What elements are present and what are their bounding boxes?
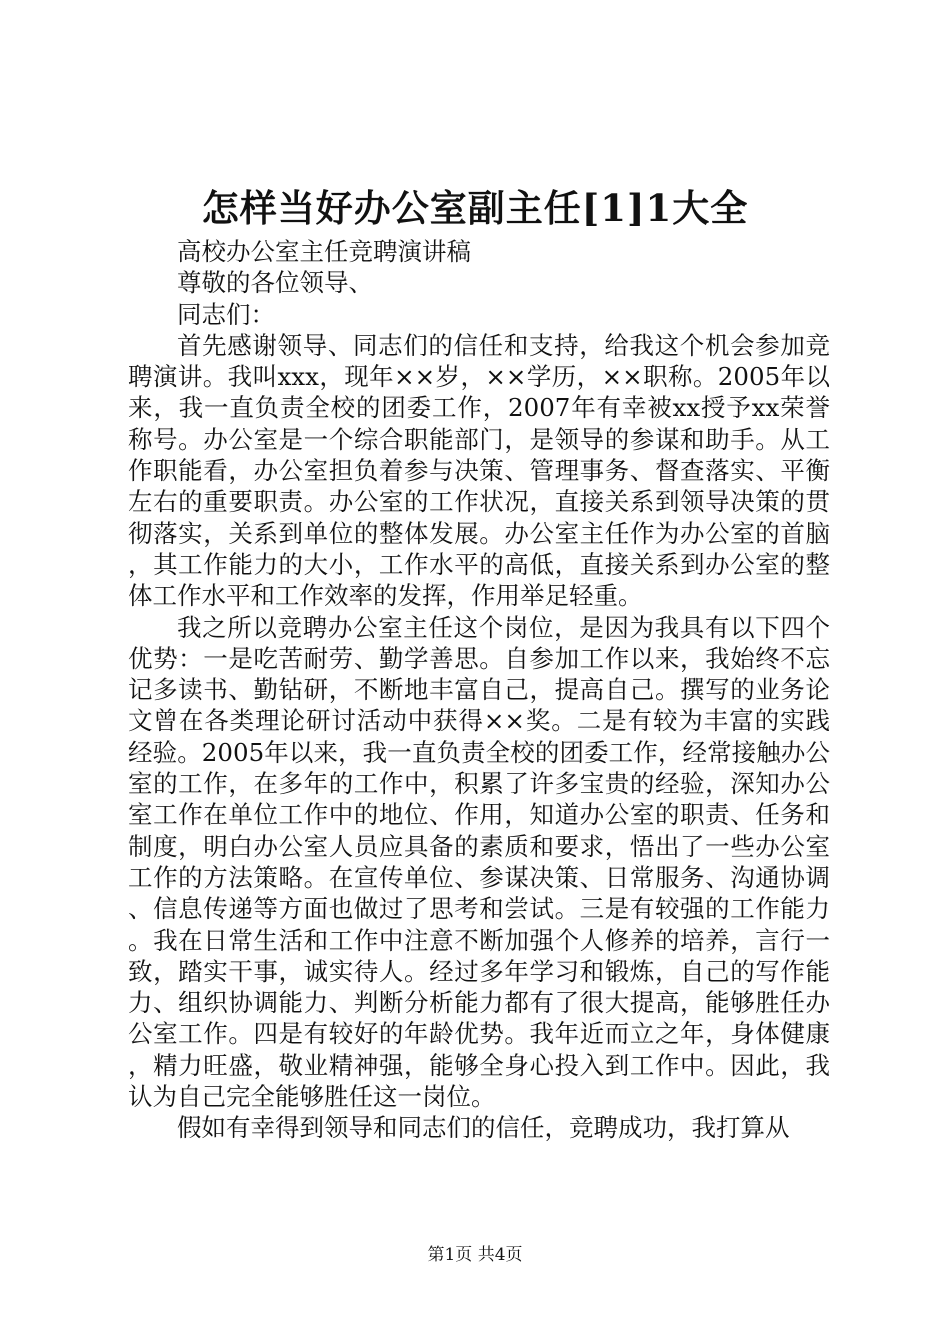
- document-subtitle: 高校办公室主任竞聘演讲稿: [177, 237, 471, 266]
- paragraph-2: 我之所以竞聘办公室主任这个岗位，是因为我具有以下四个优势：一是吃苦耐劳、勤学善思。自参加工作以来，我始终不忘记多读书、勤钻研，不断地丰富自己，提高自己。撰写的业务论文曾在各类理论研讨活动中获得××奖。二是有较为丰富的实践经验。2005年以来，我一直负责全校的团委工作，经常接触办公室的工作，在多年的工作中，积累了许多宝贵的经验，深知办公室工作在单位工作中的地位、作用，知道办公室的职责、任务和制度，明白办公室人员应具备的素质和要求，悟出了一些办公室工作的方法策略。在宣传单位、参谋决策、日常服务、沟通协调、信息传递等方面也做过了思考和尝试。三是有较强的工作能力。我在日常生活和工作中注意不断加强个人修养的培养，言行一致，踏实干事，诚实待人。经过多年学习和锻炼，自己的写作能力、组织协调能力、判断分析能力都有了很大提高，能够胜任办公室工作。四是有较好的年龄优势。我年近而立之年，身体健康，精力旺盛，敬业精神强，能够全身心投入到工作中。因此，我认为自己完全能够胜任这一岗位。: [128, 612, 830, 1112]
- paragraph-1: 首先感谢领导、同志们的信任和支持，给我这个机会参加竞聘演讲。我叫xxx，现年××岁，××学历，××职称。2005年以来，我一直负责全校的团委工作，2007年有幸被xx授予xx荣誉称号。办公室是一个综合职能部门，是领导的参谋和助手。从工作职能看，办公室担负着参与决策、管理事务、督查落实、平衡左右的重要职责。办公室的工作状况，直接关系到领导决策的贯彻落实，关系到单位的整体发展。办公室主任作为办公室的首脑，其工作能力的大小，工作水平的高低，直接关系到办公室的整体工作水平和工作效率的发挥，作用举足轻重。: [128, 330, 830, 611]
- document-body: [128, 236, 830, 1144]
- salutation-line-1: 尊敬的各位领导、: [177, 268, 373, 298]
- page-number-footer: 第1页 共4页: [427, 1245, 523, 1265]
- paragraph-3: 假如有幸得到领导和同志们的信任，竞聘成功，我打算从: [177, 1113, 790, 1143]
- document-title: 怎样当好办公室副主任[1]1大全: [201, 186, 749, 230]
- salutation-line-2: 同志们：: [177, 299, 275, 329]
